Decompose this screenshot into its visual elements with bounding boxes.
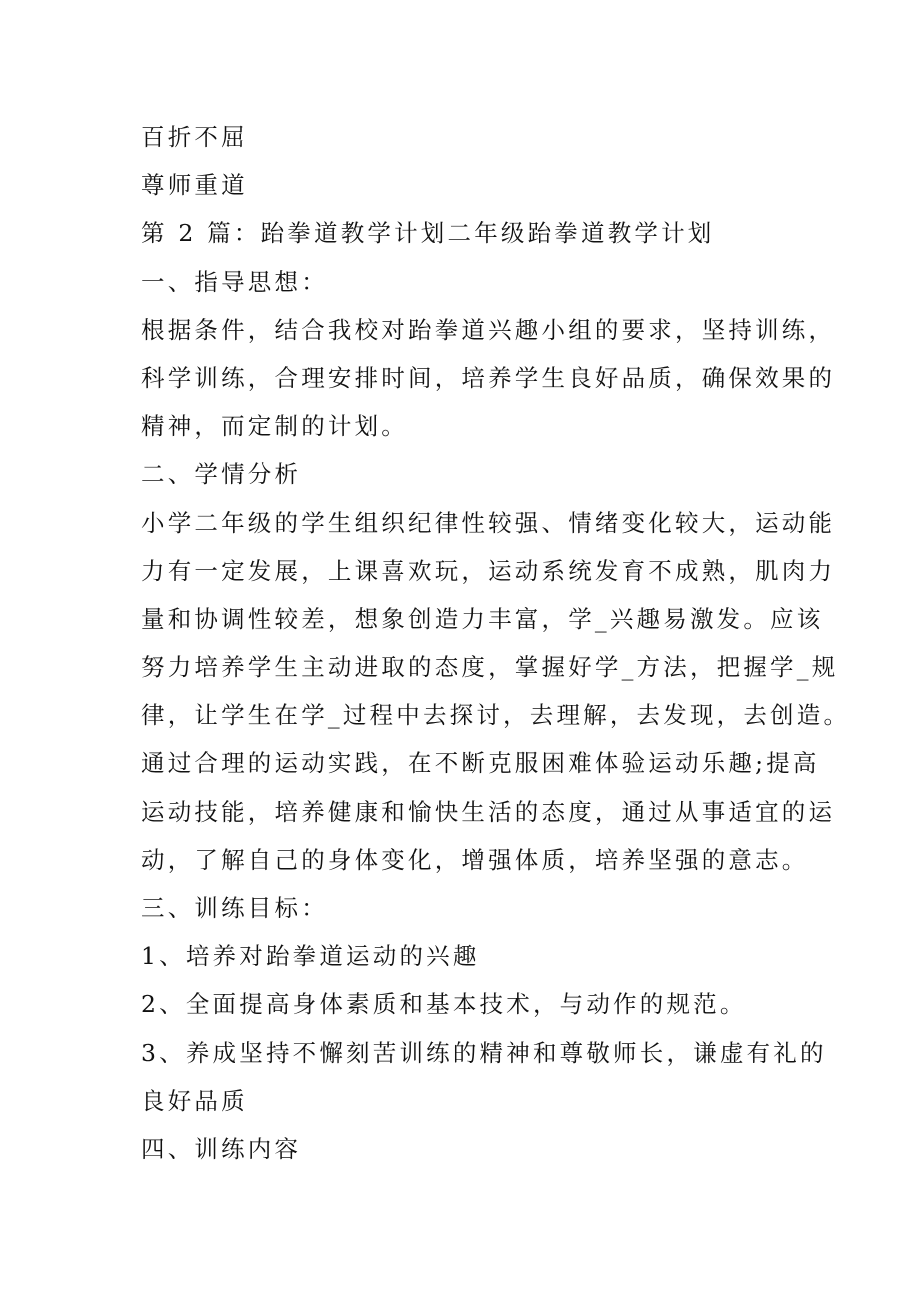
text-line-0: 百折不屈 (141, 123, 248, 151)
heading-training-content: 四、训练内容 (141, 1134, 302, 1163)
paragraph-line: 运动技能，培养健康和愉快生活的态度，通过从事适宜的运 (141, 797, 836, 826)
paragraph-line: 科学训练，合理安排时间，培养学生良好品质，确保效果的 (141, 363, 836, 392)
section-title: 第 2 篇：跆拳道教学计划二年级跆拳道教学计划 (141, 219, 715, 248)
heading-training-goals: 三、训练目标： (141, 894, 328, 922)
paragraph-line: 量和协调性较差，想象创造力丰富，学_兴趣易激发。应该 (141, 604, 824, 633)
list-item: 1、培养对跆拳道运动的兴趣 (141, 942, 480, 971)
text-line-1: 尊师重道 (141, 171, 248, 200)
list-item: 2、全面提高身体素质和基本技术，与动作的规范。 (141, 990, 747, 1019)
heading-student-analysis: 二、学情分析 (141, 460, 302, 489)
paragraph-line: 通过合理的运动实践，在不断克服困难体验运动乐趣;提高 (141, 749, 820, 778)
paragraph-line: 动，了解自己的身体变化，增强体质，培养坚强的意志。 (141, 845, 809, 874)
heading-guiding-thought: 一、指导思想： (141, 267, 328, 296)
paragraph-line: 律，让学生在学_过程中去探讨，去理解，去发现，去创造。 (141, 701, 851, 730)
paragraph-line: 根据条件，结合我校对跆拳道兴趣小组的要求，坚持训练， (141, 315, 836, 344)
paragraph-line: 精神，而定制的计划。 (141, 412, 408, 441)
list-item: 3、养成坚持不懈刻苦训练的精神和尊敬师长，谦虚有礼的 (141, 1038, 827, 1067)
paragraph-line: 力有一定发展，上课喜欢玩，运动系统发育不成熟，肌肉力 (141, 556, 836, 585)
list-item-continuation: 良好品质 (141, 1086, 248, 1115)
paragraph-line: 努力培养学生主动进取的态度，掌握好学_方法，把握学_规 (141, 653, 839, 682)
paragraph-line: 小学二年级的学生组织纪律性较强、情绪变化较大，运动能 (141, 508, 836, 537)
